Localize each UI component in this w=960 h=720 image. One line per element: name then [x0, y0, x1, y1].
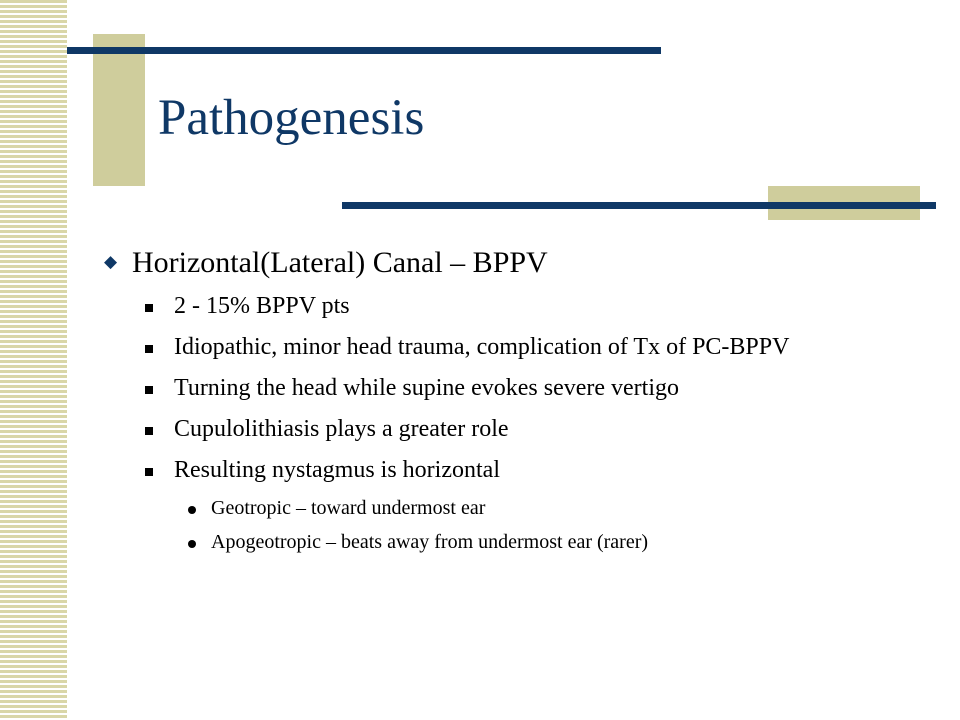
dot-bullet-icon: [188, 506, 196, 514]
sub-bullet-text: 2 - 15% BPPV pts: [174, 293, 350, 319]
square-bullet-icon: [145, 427, 153, 435]
sub-bullet-item: [104, 414, 864, 444]
square-bullet-icon: [145, 386, 153, 394]
square-bullet-icon: [145, 345, 153, 353]
sub-bullet-item: [104, 455, 864, 485]
slide-content: [104, 243, 904, 564]
sub-bullet-text: Turning the head while supine evokes severe vertigo: [174, 375, 679, 401]
nested-bullet-item: [104, 530, 904, 554]
sub-bullet-text: Cupulolithiasis plays a greater role: [174, 416, 509, 442]
nested-bullet-text: Apogeotropic – beats away from undermost ear (rarer): [211, 531, 649, 553]
square-bullet-icon: [145, 468, 153, 476]
sub-bullet-text: Resulting nystagmus is horizontal: [174, 457, 500, 483]
sub-bullet-item: [104, 291, 864, 321]
sub-bullet-text: Idiopathic, minor head trauma, complication of Tx of PC-BPPV: [174, 334, 790, 360]
nested-bullet-text: Geotropic – toward undermost ear: [211, 497, 486, 519]
title-rule-bottom: [342, 202, 936, 209]
main-bullet-item: [104, 243, 904, 283]
sub-bullet-item: [104, 332, 864, 362]
slide-title: Pathogenesis: [158, 90, 425, 146]
title-rule-top: [67, 47, 661, 54]
dot-bullet-icon: [188, 540, 196, 548]
main-bullet-text: Horizontal(Lateral) Canal – BPPV: [132, 246, 548, 279]
accent-block-top: [93, 34, 145, 186]
diamond-bullet-icon: ◆: [104, 252, 118, 271]
sub-bullet-item: [104, 373, 864, 403]
left-stripe-pattern: [0, 0, 67, 720]
square-bullet-icon: [145, 304, 153, 312]
nested-bullet-item: [104, 496, 904, 520]
